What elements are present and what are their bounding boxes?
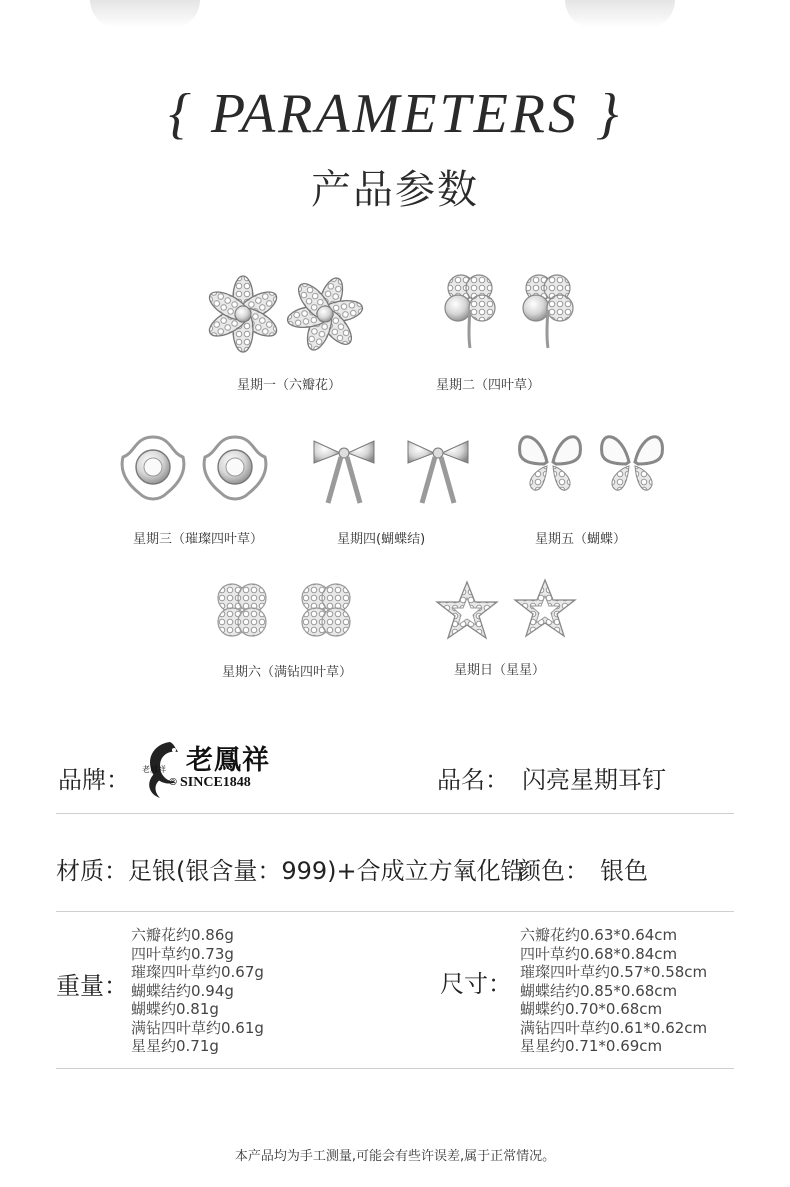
size-item: 璀璨四叶草约0.57*0.58cm xyxy=(520,963,708,981)
star-earring-icon xyxy=(425,572,590,647)
color-label: 颜色： xyxy=(517,857,589,885)
material-label: 材质： xyxy=(56,857,128,885)
flower-earring-icon xyxy=(200,268,370,363)
weight-item: 蝴蝶约0.81g xyxy=(131,1000,219,1018)
product-params-title: 产品参数 xyxy=(311,167,479,213)
name-label: 品名： xyxy=(437,766,509,794)
parameters-title: { PARAMETERS } xyxy=(168,83,622,145)
weight-label: 重量： xyxy=(56,972,128,1000)
size-item: 满钻四叶草约0.61*0.62cm xyxy=(520,1018,708,1037)
name-value: 闪亮星期耳钉 xyxy=(522,766,666,794)
size-list xyxy=(520,926,707,1056)
caption-saturday: 星期六（满钻四叶草） xyxy=(222,665,353,680)
bow-earring-icon xyxy=(298,423,483,518)
caption-monday: 星期一（六瓣花） xyxy=(237,378,342,393)
caption-tuesday: 星期二（四叶草） xyxy=(436,378,541,393)
weight-item: 四叶草约0.73g xyxy=(131,944,234,963)
size-item: 蝴蝶约0.70*0.68cm xyxy=(520,1000,663,1018)
size-item: 星星约0.71*0.69cm xyxy=(520,1037,663,1055)
top-shadow-left xyxy=(90,0,200,28)
top-shadow-right xyxy=(565,0,675,28)
clover-earring-icon xyxy=(420,262,590,357)
size-item: 四叶草约0.68*0.84cm xyxy=(520,944,678,963)
divider-1 xyxy=(56,813,734,814)
color-value: 银色 xyxy=(600,857,648,885)
divider-2 xyxy=(56,911,734,912)
caption-friday: 星期五（蝴蝶） xyxy=(535,532,627,547)
size-item: 蝴蝶结约0.85*0.68cm xyxy=(520,981,678,1000)
logo-since: SINCE1848 xyxy=(180,775,251,790)
material-value: 足银(银含量：999)+合成立方氧化锆 xyxy=(128,857,525,885)
logo-small-text: 老鳳祥 xyxy=(142,765,166,774)
weight-item: 六瓣花约0.86g xyxy=(131,926,234,944)
measurement-note: 本产品均为手工测量,可能会有些许误差,属于正常情况。 xyxy=(234,1149,556,1164)
weight-item: 璀璨四叶草约0.67g xyxy=(131,963,264,981)
size-label: 尺寸： xyxy=(440,970,512,998)
caption-thursday: 星期四(蝴蝶结) xyxy=(337,532,426,547)
weight-list xyxy=(131,926,264,1056)
weight-item: 蝴蝶结约0.94g xyxy=(131,981,234,1000)
weight-item: 星星约0.71g xyxy=(131,1037,219,1055)
butterfly-earring-icon xyxy=(510,422,675,512)
registered-mark: ® xyxy=(168,777,178,788)
pave-clover-earring-icon xyxy=(200,572,375,652)
caption-wednesday: 星期三（璀璨四叶草） xyxy=(133,532,264,547)
size-item: 六瓣花约0.63*0.64cm xyxy=(520,926,678,944)
logo-chinese: 老鳳祥 xyxy=(186,745,270,776)
weight-item: 满钻四叶草约0.61g xyxy=(131,1018,264,1037)
divider-3 xyxy=(56,1068,734,1069)
round-stone-earring-icon xyxy=(115,425,275,510)
caption-sunday: 星期日（星星） xyxy=(454,663,546,678)
brand-logo xyxy=(140,738,285,800)
brand-label: 品牌： xyxy=(58,766,130,794)
